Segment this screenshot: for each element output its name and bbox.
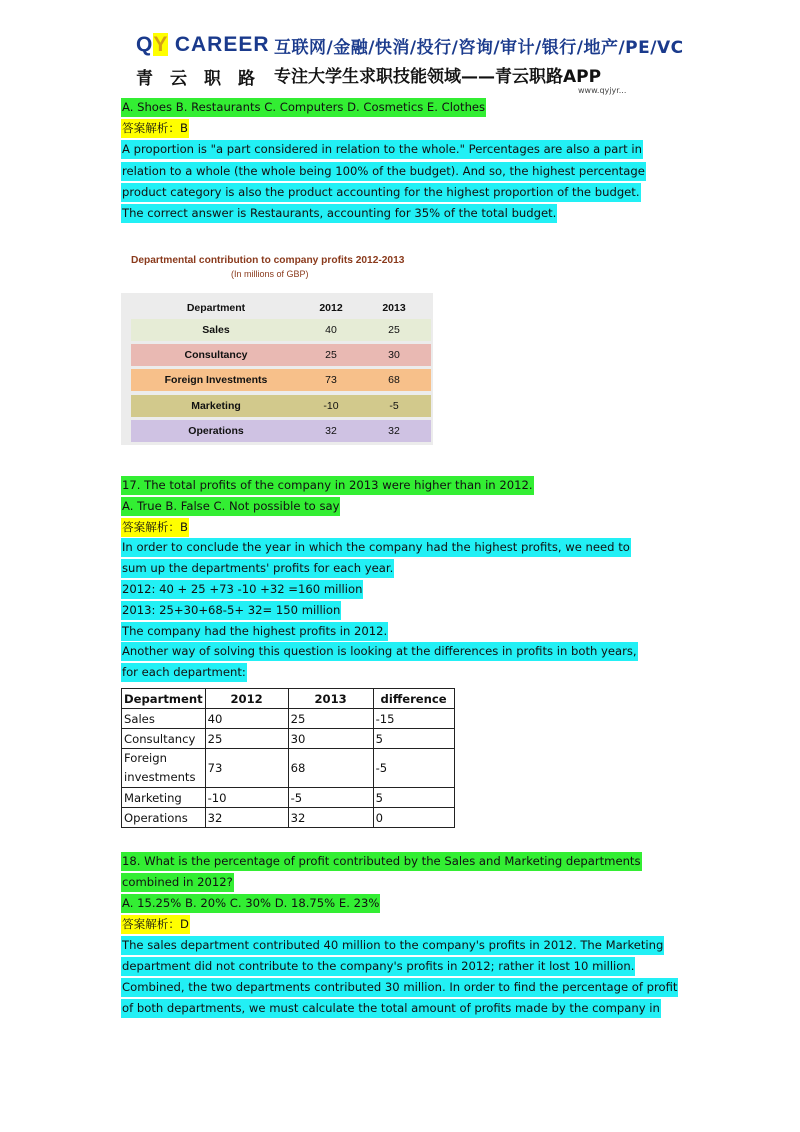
difference-table bbox=[121, 688, 455, 828]
cell-difference: -15 bbox=[373, 709, 454, 729]
figure-header-2013: 2013 bbox=[382, 302, 406, 314]
answer-label: 答案解析：B bbox=[121, 119, 189, 138]
cell-difference: 5 bbox=[373, 729, 454, 749]
figure-cell-2012: 73 bbox=[325, 374, 337, 387]
cell-difference: 5 bbox=[373, 788, 454, 808]
cell-2013: 30 bbox=[288, 729, 373, 749]
figure-cell-2013: 25 bbox=[388, 324, 400, 336]
figure-cell-2013: 32 bbox=[388, 424, 400, 437]
cell-department: Foreign investments bbox=[122, 749, 206, 788]
cell-difference: 0 bbox=[373, 808, 454, 828]
table-row bbox=[122, 808, 455, 828]
question-line: A. Shoes B. Restaurants C. Computers D. Cosmetics E. Clothes bbox=[121, 98, 486, 117]
table-row bbox=[122, 788, 455, 808]
header-industries-tagline: 互联网/金融/快消/投行/咨询/审计/银行/地产/PE/VC bbox=[274, 38, 684, 58]
figure-cell-department: Sales bbox=[202, 324, 230, 336]
figure-row bbox=[131, 319, 431, 341]
cell-2012: 32 bbox=[205, 808, 288, 828]
cell-2013: -5 bbox=[288, 788, 373, 808]
question-line: A. 15.25% B. 20% C. 30% D. 18.75% E. 23% bbox=[121, 894, 380, 913]
cell-2013: 32 bbox=[288, 808, 373, 828]
figure-row bbox=[131, 395, 431, 417]
explanation-line: for each department: bbox=[121, 663, 247, 682]
figure-subtitle: (In millions of GBP) bbox=[231, 269, 309, 279]
explanation-line: product category is also the product accounting for the highest proportion of the budget. bbox=[121, 183, 641, 202]
table-row bbox=[122, 749, 455, 788]
answer-label: 答案解析：D bbox=[121, 915, 190, 934]
col-2013: 2013 bbox=[288, 689, 373, 709]
logo-wordmark: CAREER bbox=[167, 33, 270, 56]
figure-cell-department: Operations bbox=[188, 424, 244, 437]
col-2012: 2012 bbox=[205, 689, 288, 709]
explanation-line: Another way of solving this question is looking at the differences in profits in both years, bbox=[121, 642, 638, 661]
answer-label: 答案解析：B bbox=[121, 518, 189, 537]
cell-difference: -5 bbox=[373, 749, 454, 788]
figure-cell-department: Consultancy bbox=[184, 349, 248, 362]
figure-cell-2012: -10 bbox=[323, 399, 339, 412]
brand-logo bbox=[136, 33, 270, 57]
explanation-line: Combined, the two departments contributed 30 million. In order to find the percentage of profit bbox=[121, 978, 678, 997]
table-row bbox=[122, 729, 455, 749]
figure-header-2012: 2012 bbox=[319, 302, 343, 314]
figure-cell-2012: 32 bbox=[325, 424, 337, 437]
cell-2013: 68 bbox=[288, 749, 373, 788]
explanation-line: The company had the highest profits in 2012. bbox=[121, 622, 388, 641]
question-line: 17. The total profits of the company in 2013 were higher than in 2012. bbox=[121, 476, 534, 495]
figure-title: Departmental contribution to company profits 2012-2013 bbox=[131, 255, 405, 266]
profits-figure bbox=[121, 249, 433, 445]
figure-header-row bbox=[131, 297, 433, 317]
header-app-tagline: 专注大学生求职技能领域——青云职路APP bbox=[274, 67, 602, 87]
figure-header-department: Department bbox=[186, 302, 246, 314]
explanation-line: department did not contribute to the company's profits in 2012; rather it lost 10 million. bbox=[121, 957, 635, 976]
logo-letter-y: Y bbox=[153, 33, 168, 56]
explanation-line: In order to conclude the year in which the company had the highest profits, we need to bbox=[121, 538, 631, 557]
cell-2012: 40 bbox=[205, 709, 288, 729]
explanation-line: The sales department contributed 40 million to the company's profits in 2012. The Marketing bbox=[121, 936, 664, 955]
explanation-line: 2013: 25+30+68-5+ 32= 150 million bbox=[121, 601, 341, 620]
explanation-line: A proportion is "a part considered in relation to the whole." Percentages are also a part in bbox=[121, 140, 643, 159]
explanation-line: of both departments, we must calculate the total amount of profits made by the company in bbox=[121, 999, 661, 1018]
cell-2013: 25 bbox=[288, 709, 373, 729]
logo-letter-q: Q bbox=[136, 33, 154, 56]
question-line: combined in 2012? bbox=[121, 873, 234, 892]
explanation-line: 2012: 40 + 25 +73 -10 +32 =160 million bbox=[121, 580, 363, 599]
explanation-line: The correct answer is Restaurants, accounting for 35% of the total budget. bbox=[121, 204, 557, 223]
cell-2012: -10 bbox=[205, 788, 288, 808]
figure-cell-2012: 40 bbox=[325, 324, 337, 336]
figure-cell-2013: -5 bbox=[389, 399, 399, 412]
brand-name-chinese: 青云职路 bbox=[136, 69, 272, 89]
explanation-line: relation to a whole (the whole being 100% of the budget). And so, the highest percentage bbox=[121, 162, 646, 181]
figure-row bbox=[131, 420, 431, 442]
cell-2012: 25 bbox=[205, 729, 288, 749]
explanation-line: sum up the departments' profits for each year. bbox=[121, 559, 394, 578]
question-line: A. True B. False C. Not possible to say bbox=[121, 497, 340, 516]
figure-row bbox=[131, 344, 431, 366]
col-difference: difference bbox=[373, 689, 454, 709]
figure-cell-2012: 25 bbox=[325, 349, 337, 362]
table-row bbox=[122, 709, 455, 729]
figure-row bbox=[131, 369, 431, 391]
table-header-row bbox=[122, 689, 455, 709]
figure-cell-2013: 68 bbox=[388, 374, 400, 387]
page-header bbox=[0, 0, 800, 100]
cell-department: Marketing bbox=[122, 788, 206, 808]
header-url: www.qyjyr... bbox=[578, 86, 627, 95]
cell-department: Consultancy bbox=[122, 729, 206, 749]
cell-department: Operations bbox=[122, 808, 206, 828]
cell-department: Sales bbox=[122, 709, 206, 729]
cell-2012: 73 bbox=[205, 749, 288, 788]
figure-cell-department: Marketing bbox=[191, 399, 241, 412]
col-department: Department bbox=[122, 689, 206, 709]
figure-cell-department: Foreign Investments bbox=[164, 374, 268, 387]
figure-cell-2013: 30 bbox=[388, 349, 400, 362]
question-line: 18. What is the percentage of profit contributed by the Sales and Marketing departments bbox=[121, 852, 642, 871]
